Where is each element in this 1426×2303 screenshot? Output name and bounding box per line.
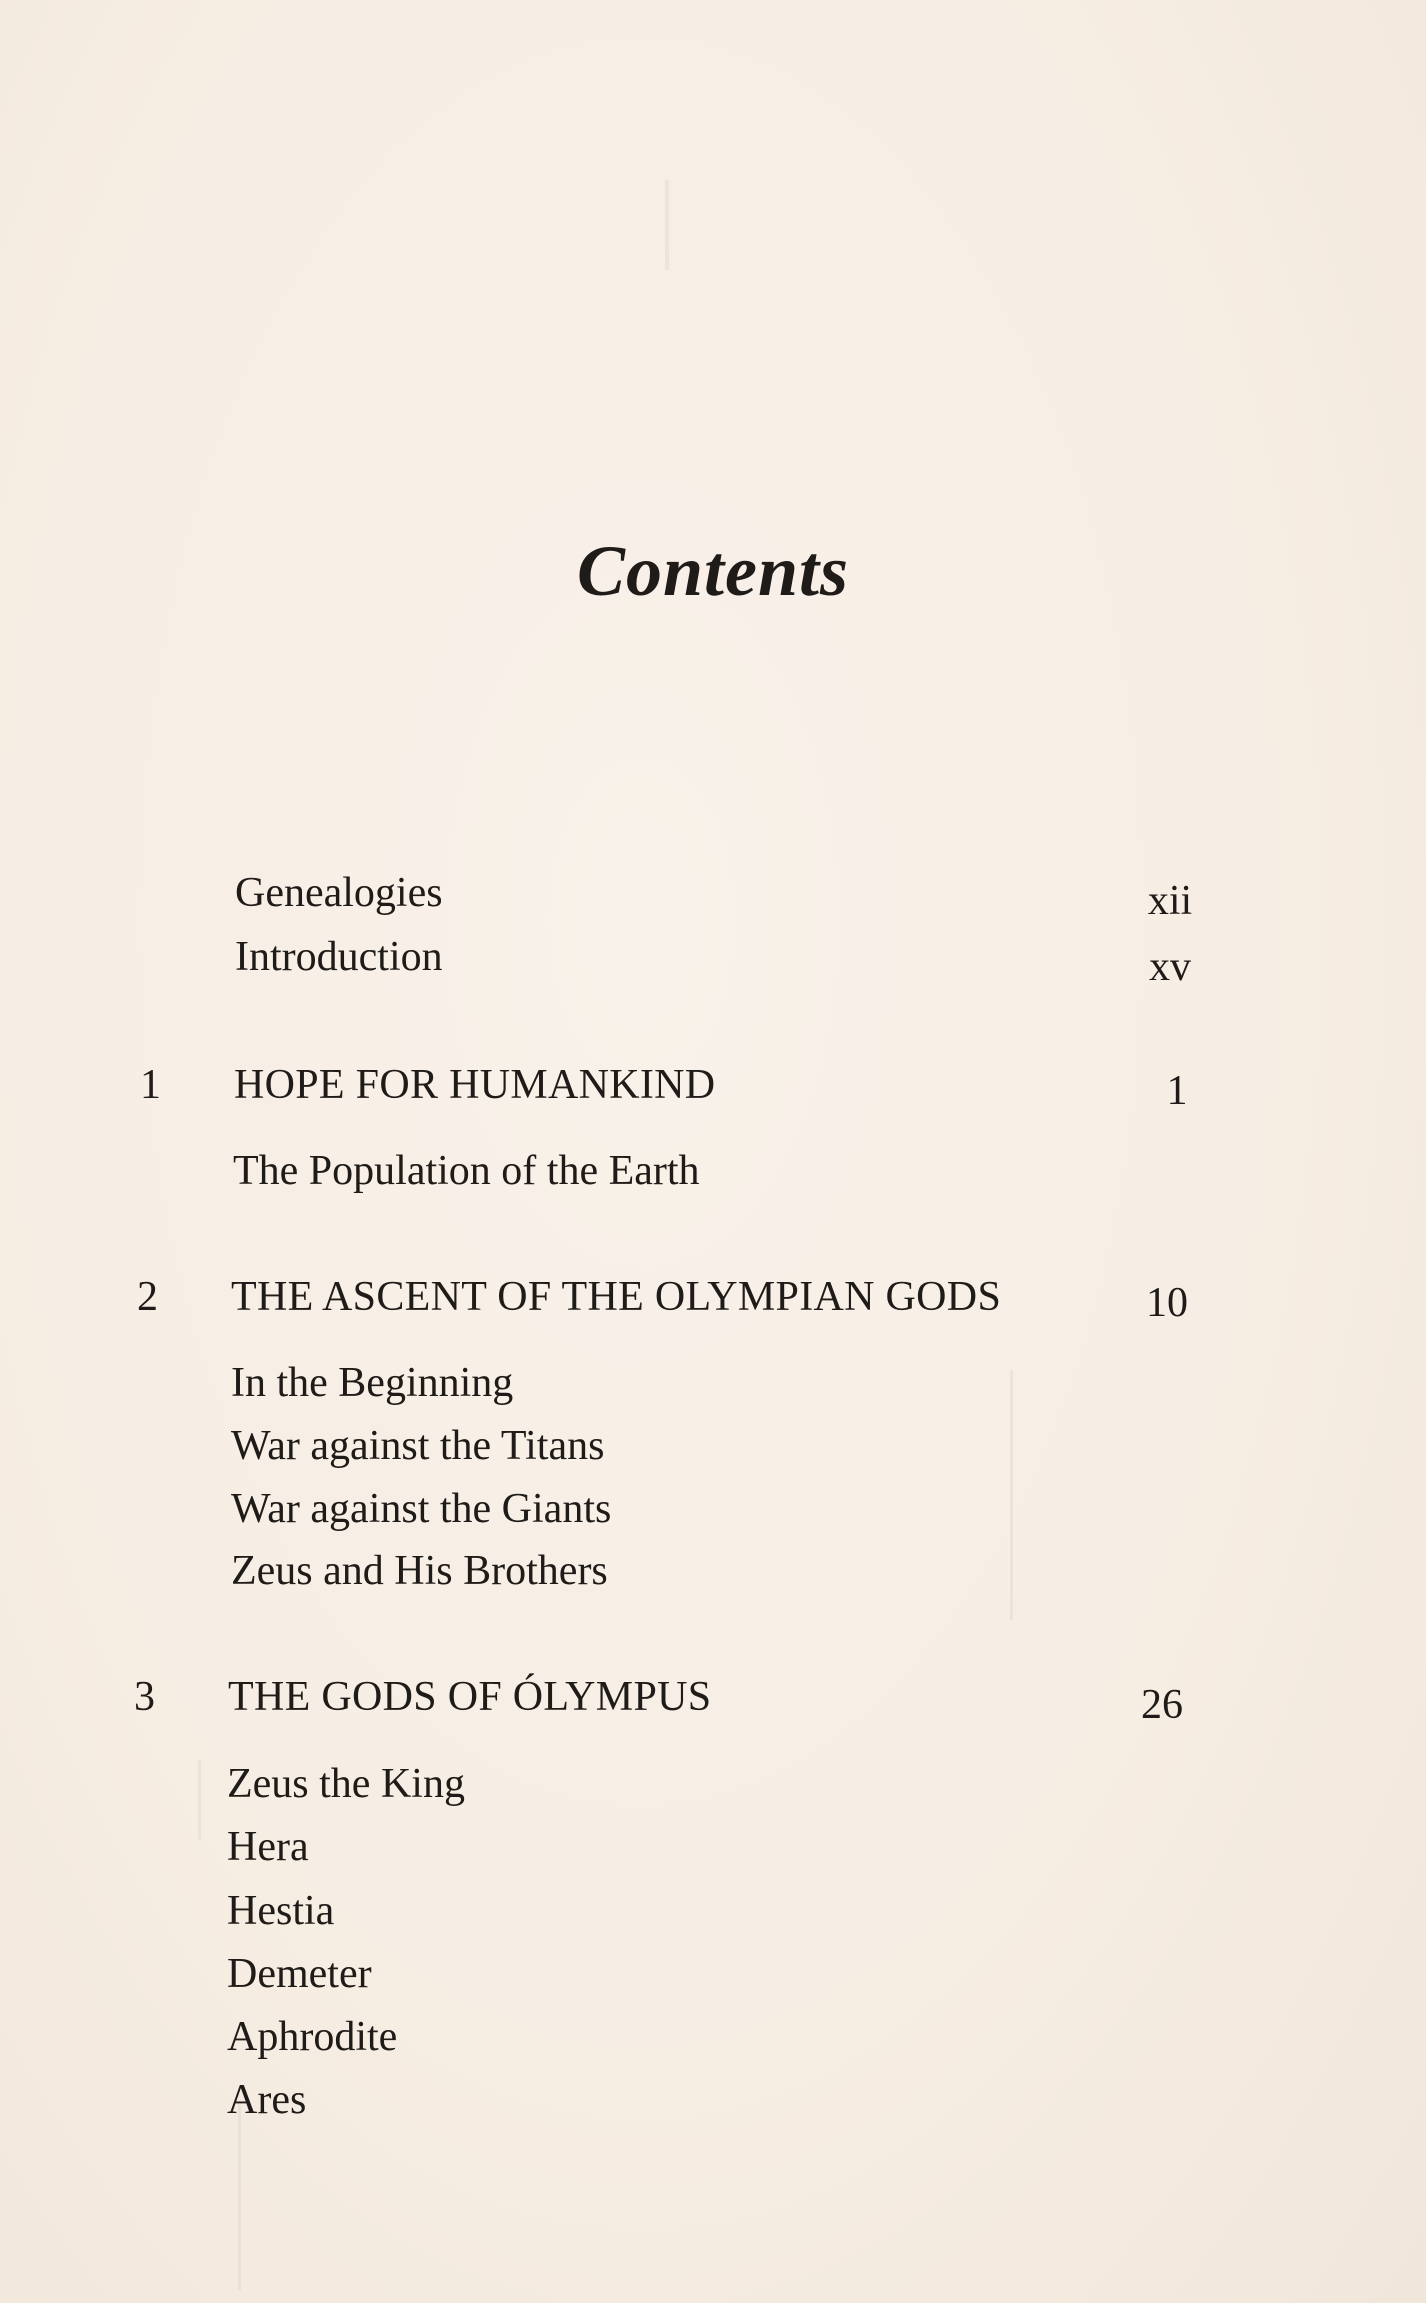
chapter-number: 3 xyxy=(134,1674,155,1720)
chapter-page-number: 26 xyxy=(1141,1682,1183,1728)
section-entry[interactable]: Zeus the King xyxy=(227,1761,465,1807)
chapter-title[interactable]: THE GODS OF ÓLYMPUS xyxy=(228,1674,712,1720)
paper-mark xyxy=(198,1760,201,1840)
section-entry[interactable]: Hera xyxy=(227,1824,309,1870)
section-entry[interactable]: The Population of the Earth xyxy=(233,1148,700,1194)
entry-page-number: xii xyxy=(1147,878,1193,924)
section-entry[interactable]: War against the Titans xyxy=(231,1423,605,1469)
section-entry[interactable]: Hestia xyxy=(227,1888,335,1934)
entry-label: Introduction xyxy=(235,934,443,980)
entry-label: Genealogies xyxy=(235,870,443,916)
toc-entry-introduction[interactable] xyxy=(235,932,443,982)
section-entry[interactable]: War against the Giants xyxy=(231,1486,612,1532)
chapter-page-number: 10 xyxy=(1146,1280,1188,1326)
chapter-number: 1 xyxy=(140,1062,161,1108)
section-entry[interactable]: Zeus and His Brothers xyxy=(231,1548,608,1594)
page-title: Contents xyxy=(576,531,850,611)
section-entry[interactable]: Aphrodite xyxy=(227,2014,398,2060)
section-entry[interactable]: In the Beginning xyxy=(231,1360,514,1406)
chapter-title[interactable]: HOPE FOR HUMANKIND xyxy=(234,1062,716,1108)
entry-page-number: xv xyxy=(1149,944,1191,990)
paper-mark xyxy=(238,2100,241,2290)
paper-mark xyxy=(1010,1370,1013,1620)
section-entry[interactable]: Demeter xyxy=(227,1951,372,1997)
paper-mark xyxy=(665,180,669,270)
chapter-page-number: 1 xyxy=(1166,1068,1188,1114)
chapter-number: 2 xyxy=(137,1274,158,1320)
chapter-title[interactable]: THE ASCENT OF THE OLYMPIAN GODS xyxy=(231,1274,1002,1320)
section-entry[interactable]: Ares xyxy=(227,2077,307,2123)
toc-entry-genealogies[interactable] xyxy=(235,868,443,918)
